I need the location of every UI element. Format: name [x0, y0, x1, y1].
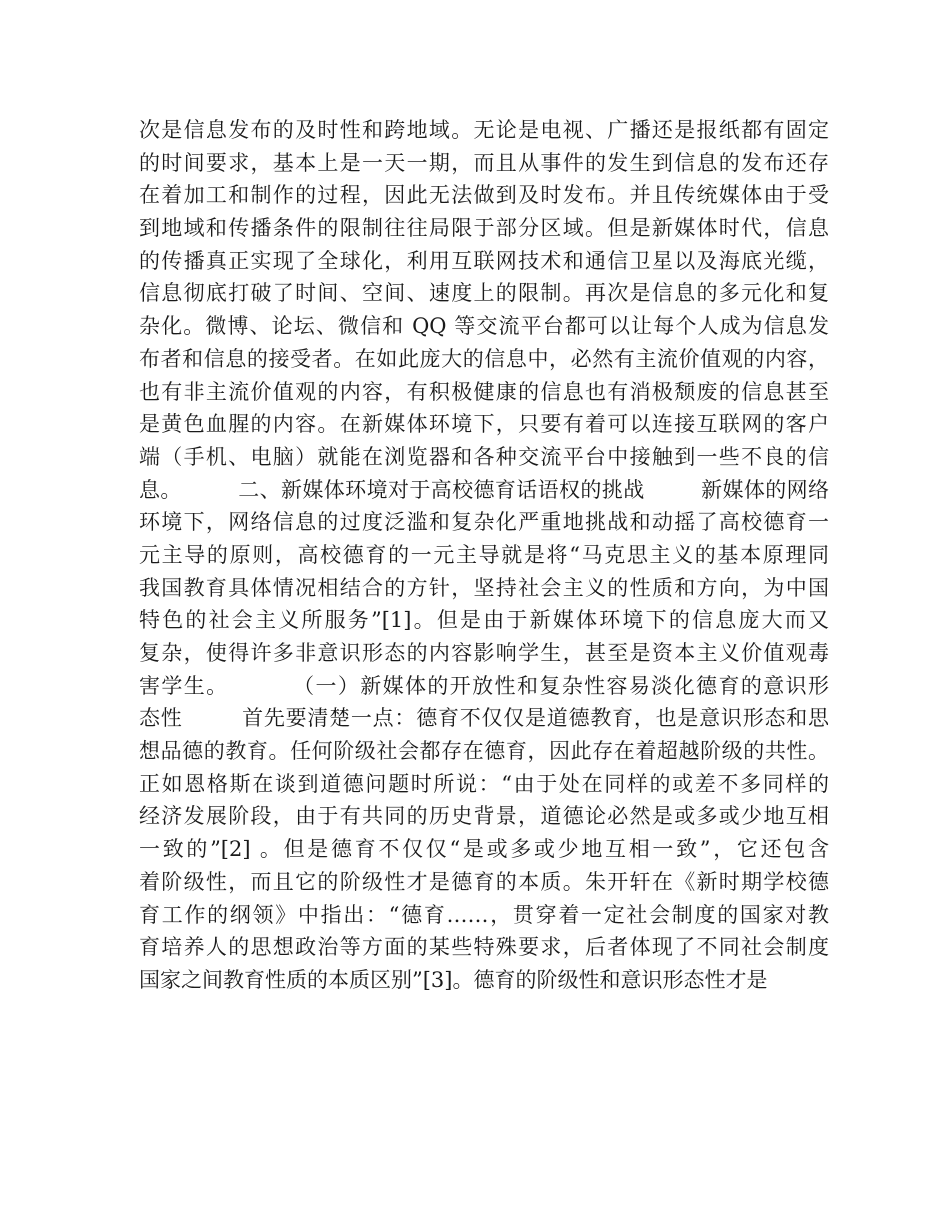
text-line: 端（手机、电脑）就能在浏览器和各种交流平台中接触到一些不良的信	[139, 444, 829, 469]
text-line: 是黄色血腥的内容。在新媒体环境下，只要有着可以连接互联网的客户	[139, 412, 829, 437]
text-line: 的传播真正实现了全球化，利用互联网技术和通信卫星以及海底光缆，	[139, 248, 829, 273]
text-line: 想品德的教育。任何阶级社会都存在德育，因此存在着超越阶级的共性。	[139, 739, 829, 764]
text-line: 着阶级性，而且它的阶级性才是德育的本质。朱开轩在《新时期学校德	[139, 869, 829, 894]
text-line: 的时间要求，基本上是一天一期，而且从事件的发生到信息的发布还存	[139, 150, 829, 175]
text-line: 一致的”[2] 。但是德育不仅仅“是或多或少地互相一致”，它还包含	[139, 837, 829, 862]
text-line: 我国教育具体情况相结合的方针，坚持社会主义的性质和方向，为中国	[139, 575, 829, 600]
text-line: 信息彻底打破了时间、空间、速度上的限制。再次是信息的多元化和复	[139, 281, 829, 306]
text-line: 息。 二、新媒体环境对于高校德育话语权的挑战 新媒体的网络	[139, 477, 829, 502]
text-line: 态性 首先要清楚一点：德育不仅仅是道德教育，也是意识形态和思	[139, 706, 829, 731]
text-line: 也有非主流价值观的内容，有积极健康的信息也有消极颓废的信息甚至	[139, 379, 829, 404]
text-line: 育培养人的思想政治等方面的某些特殊要求，后者体现了不同社会制度	[139, 935, 829, 960]
text-line: 元主导的原则，高校德育的一元主导就是将“马克思主义的基本原理同	[139, 542, 829, 567]
body-text	[139, 114, 829, 997]
text-line: 正如恩格斯在谈到道德问题时所说：“由于处在同样的或差不多同样的	[139, 771, 829, 796]
text-line: 到地域和传播条件的限制往往局限于部分区域。但是新媒体时代，信息	[139, 216, 829, 241]
text-line: 次是信息发布的及时性和跨地域。无论是电视、广播还是报纸都有固定	[139, 118, 829, 142]
text-line: 在着加工和制作的过程，因此无法做到及时发布。并且传统媒体由于受	[139, 183, 829, 208]
text-line: 经济发展阶段，由于有共同的历史背景，道德论必然是或多或少地互相	[139, 804, 829, 829]
text-line: 特色的社会主义所服务”[1]。但是由于新媒体环境下的信息庞大而又	[139, 608, 829, 633]
text-line: 育工作的纲领》中指出：“德育……，贯穿着一定社会制度的国家对教	[139, 902, 829, 927]
text-line: 害学生。 （一）新媒体的开放性和复杂性容易淡化德育的意识形	[139, 673, 829, 698]
text-line: 杂化。微博、论坛、微信和 QQ 等交流平台都可以让每个人成为信息发	[139, 314, 829, 339]
text-line: 环境下，网络信息的过度泛滥和复杂化严重地挑战和动摇了高校德育一	[139, 510, 829, 535]
text-line: 复杂，使得许多非意识形态的内容影响学生，甚至是资本主义价值观毒	[139, 641, 829, 665]
text-line: 布者和信息的接受者。在如此庞大的信息中，必然有主流价值观的内容，	[139, 346, 829, 371]
text-line: 国家之间教育性质的本质区别”[3]。德育的阶级性和意识形态性才是	[139, 967, 768, 992]
